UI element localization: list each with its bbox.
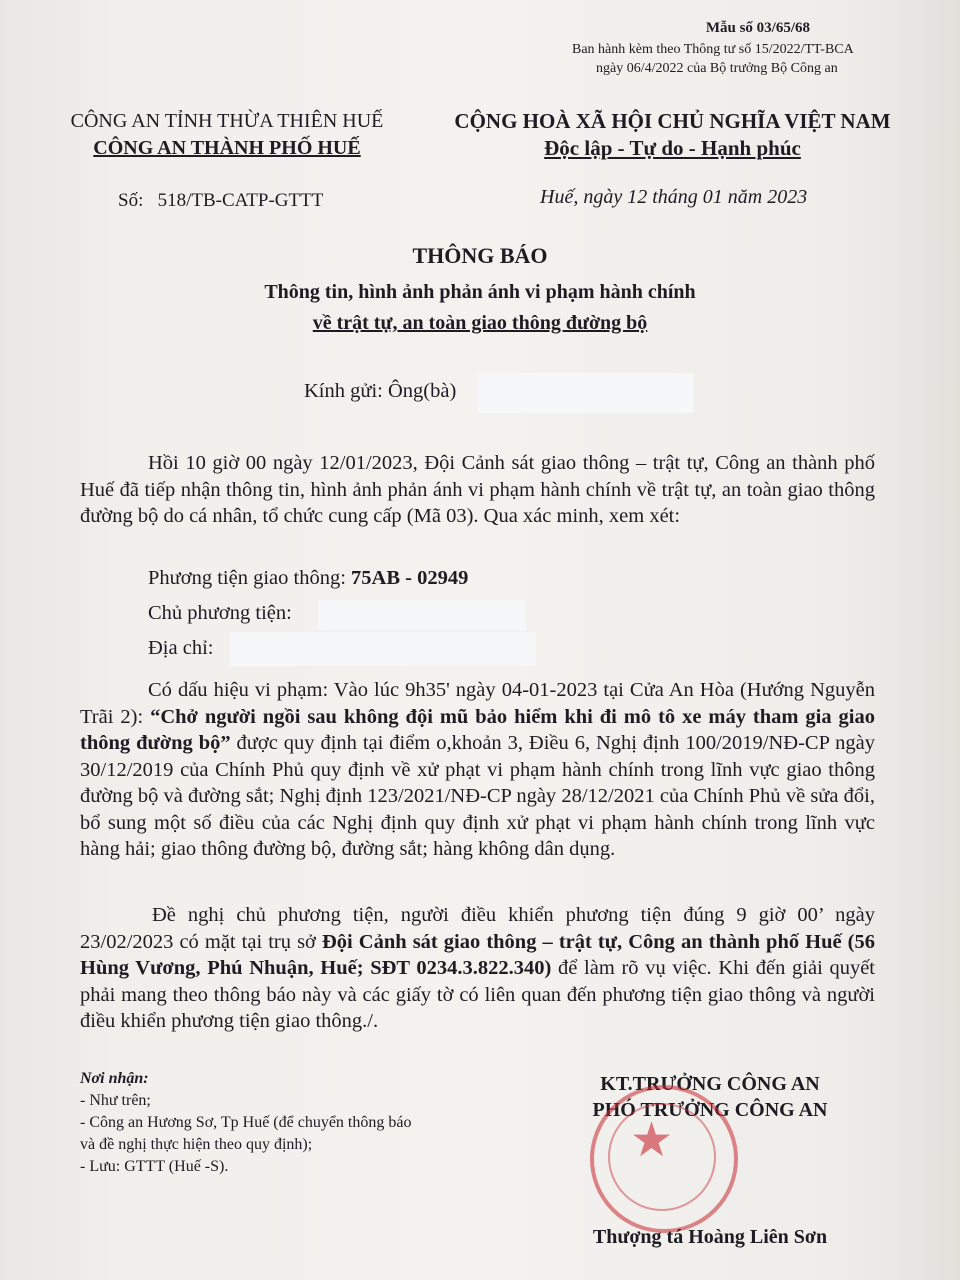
nation-block	[440, 108, 905, 162]
request-paragraph: Đề nghị chủ phương tiện, người điều khiển phương tiện đúng 9 giờ 00’ ngày 23/02/2023 có mặt tại trụ sở Đội Cảnh sát giao thông – trật tự, Công an thành phố Huế (56 Hùng Vương, Phú Nhuận, Huế; SĐT 0234.3.822.340) để làm rõ vụ việc. Khi đến giải quyết phải mang theo thông báo này và các giấy tờ có liên quan đến phương tiện giao thông và người điều khiển phương tiện giao thông./.	[80, 904, 876, 1032]
doc-number: Số: 518/TB-CATP-GTTT	[118, 190, 324, 211]
recipient-item: - Lưu: GTTT (Huế -S).	[80, 1158, 229, 1175]
recipient-label: Kính gửi: Ông(bà)	[304, 380, 457, 402]
agency-name: CÔNG AN THÀNH PHỐ HUẾ	[93, 137, 361, 159]
official-stamp	[590, 1085, 738, 1233]
place-date: Huế, ngày 12 tháng 01 năm 2023	[540, 186, 808, 208]
recipients-list	[80, 1068, 411, 1178]
doc-subtitle-2: về trật tự, an toàn giao thông đường bộ	[312, 312, 648, 334]
signature-title-2: PHÓ TRƯỞNG CÔNG AN	[592, 1099, 828, 1121]
redaction-box	[478, 373, 694, 413]
owner-field: Chủ phương tiện:	[148, 602, 292, 624]
violation-paragraph: Có dấu hiệu vi phạm: Vào lúc 9h35' ngày 04-01-2023 tại Cửa An Hòa (Hướng Nguyễn Trãi 2): “Chở người ngồi sau không đội mũ bảo hiểm khi đi mô tô xe máy tham gia giao thông đường bộ” được quy định tại điểm o,khoản 3, Điều 6, Nghị định 100/2019/NĐ-CP ngày 30/12/2019 của Chính Phủ quy định về xử phạt vi phạm hành chính trong lĩnh vực giao thông đường bộ và đường sắt; Nghị định 123/2021/NĐ-CP ngày 28/12/2021 của Chính Phủ về sửa đổi, bổ sung một số điều của các Nghị định quy định xử phạt vi phạm hành chính trong lĩnh vực hàng hải; giao thông đường bộ, đường sắt; hàng không dân dụng.	[80, 679, 875, 860]
recipients-title: Nơi nhận:	[80, 1070, 149, 1087]
nation-name: CỘNG HOÀ XÃ HỘI CHỦ NGHĨA VIỆT NAM	[454, 109, 891, 133]
signature-title-1: KT.TRƯỞNG CÔNG AN	[600, 1073, 820, 1095]
agency-parent: CÔNG AN TỈNH THỪA THIÊN HUẾ	[70, 110, 384, 132]
nation-motto: Độc lập - Tự do - Hạnh phúc	[544, 136, 801, 160]
recipient-item: - Công an Hương Sơ, Tp Huế (để chuyển thông báo	[80, 1114, 412, 1131]
vehicle-field: Phương tiện giao thông: 75AB - 02949	[148, 567, 469, 589]
form-number: Mẫu số 03/65/68	[705, 20, 810, 36]
recipient-item: và đề nghị thực hiện theo quy định);	[80, 1136, 313, 1153]
form-issued-date: ngày 06/4/2022 của Bộ trưởng Bộ Công an	[596, 61, 838, 76]
recipient-item: - Như trên;	[80, 1092, 151, 1109]
doc-subtitle-1: Thông tin, hình ảnh phản ánh vi phạm hành chính	[264, 281, 696, 303]
intro-paragraph: Hồi 10 giờ 00 ngày 12/01/2023, Đội Cảnh sát giao thông – trật tự, Công an thành phố Huế đã tiếp nhận thông tin, hình ảnh phản ánh vi phạm hành chính về trật tự, an toàn giao thông đường bộ do cá nhân, tổ chức cung cấp (Mã 03). Qua xác minh, xem xét:	[80, 452, 875, 527]
agency-block	[52, 108, 402, 162]
redaction-box	[318, 600, 526, 630]
star-icon: ★	[630, 1114, 674, 1167]
form-issued-by: Ban hành kèm theo Thông tư số 15/2022/TT-BCA	[572, 42, 854, 57]
address-field: Địa chỉ:	[148, 637, 214, 659]
doc-title: THÔNG BÁO	[412, 243, 548, 268]
redaction-box	[230, 632, 536, 666]
signer-name: Thượng tá Hoàng Liên Sơn	[592, 1226, 828, 1248]
